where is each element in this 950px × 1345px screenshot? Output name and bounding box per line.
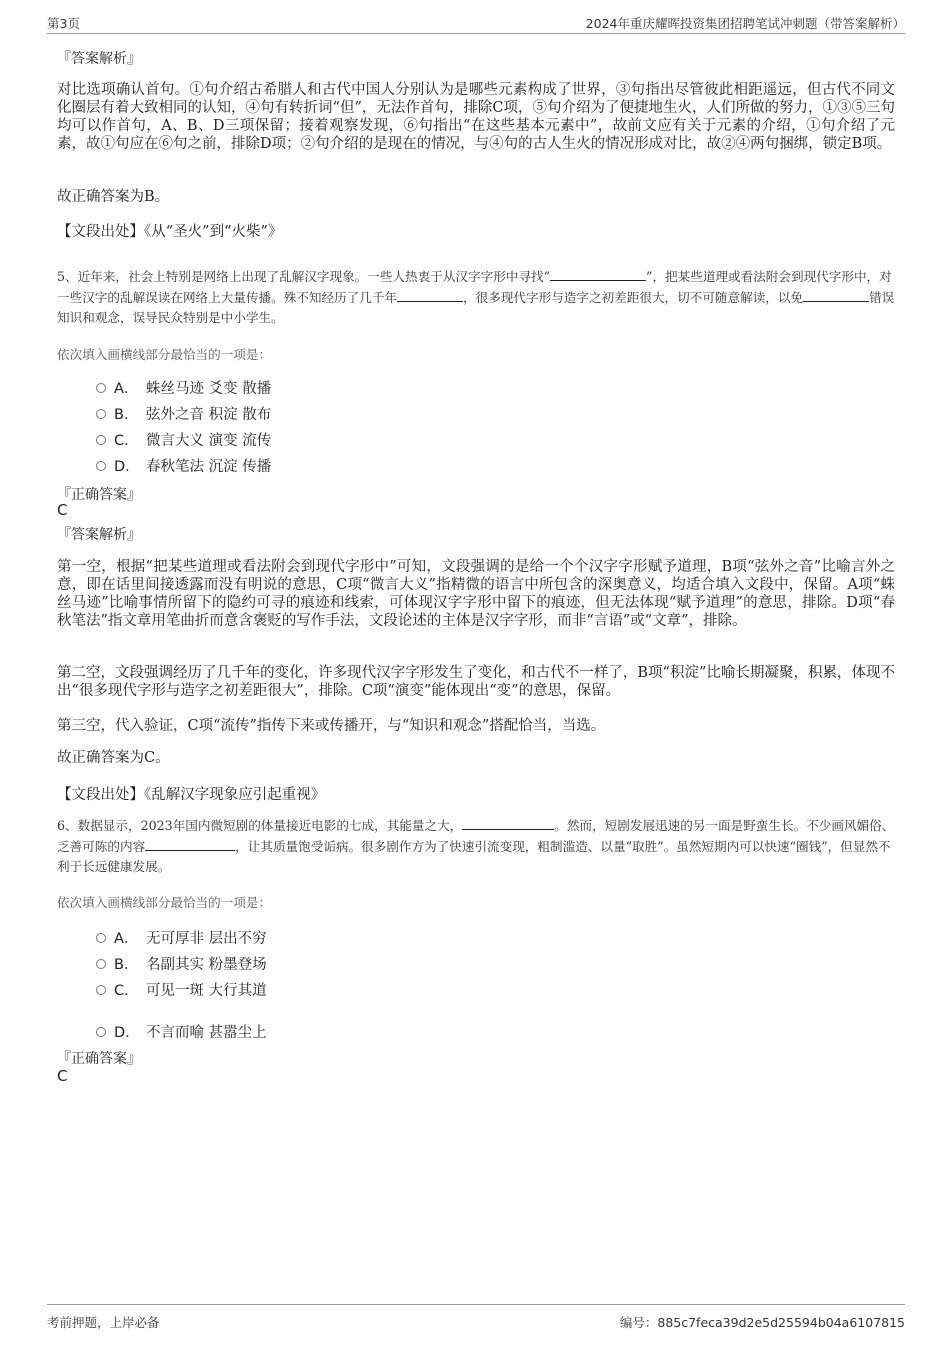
question-text: ，让其质量饱受诟病。很多剧作方为了快速引流变现，粗制滥造、以量“取胜”。虽然短期内可以快速“圈钱”，但显然不利于长远健康发展。: [57, 838, 891, 874]
analysis-label: 『答案解析』: [57, 51, 141, 67]
document-title: 2024年重庆耀晖投资集团招聘笔试冲刺题（带答案解析）: [585, 16, 905, 31]
blank-line: [397, 288, 463, 302]
question-5-stem: [57, 267, 899, 329]
instruction-text: 依次填入画横线部分最恰当的一项是：: [57, 347, 272, 362]
radio-icon[interactable]: [96, 383, 106, 393]
option-letter: D．: [114, 1025, 140, 1041]
radio-icon[interactable]: [96, 409, 106, 419]
option-letter: C．: [114, 983, 139, 999]
radio-icon[interactable]: [96, 461, 106, 471]
option-text: 弦外之音 积淀 散布: [146, 407, 272, 423]
option-text: 无可厚非 层出不穷: [146, 931, 267, 947]
option-letter: C．: [114, 433, 139, 449]
question-text: ，很多现代字形与造字之初差距很大，切不可随意解读，以免: [463, 289, 804, 305]
analysis-paragraph: 第三空，代入验证，C项“流传”指传下来或传播开，与“知识和观念”搭配恰当，当选。: [57, 718, 606, 734]
blank-line: [145, 837, 235, 851]
radio-icon[interactable]: [96, 959, 106, 969]
option-text: 春秋笔法 沉淀 传播: [146, 459, 272, 475]
footer-slogan: 考前押题，上岸必备: [47, 1315, 160, 1330]
radio-icon[interactable]: [96, 985, 106, 995]
option-text: 名副其实 粉墨登场: [146, 957, 267, 973]
page-header: [47, 13, 905, 34]
correct-answer-value: C: [57, 501, 68, 519]
option-text: 不言而喻 甚嚣尘上: [146, 1025, 267, 1041]
conclusion-text: 故正确答案为C。: [57, 750, 170, 766]
analysis-paragraph: 第二空，文段强调经历了几千年的变化，许多现代汉字字形发生了变化，和古代不一样了，B项“积淀”比喻长期凝聚，积累，体现不出“很多现代字形与造字之初差距很大”，排除。C项“演变”能体现出“变”的意思，保留。: [57, 665, 895, 699]
source-citation: 【文段出处】《乱解汉字现象应引起重视》: [57, 787, 326, 803]
option-text: 蛛丝马迹 爻变 散播: [146, 381, 272, 397]
blank-line: [550, 267, 646, 281]
conclusion-text: 故正确答案为B。: [57, 189, 170, 205]
blank-line: [803, 288, 869, 302]
question-text: 。然而，短剧发展迅速的另一面是野蛮生长。不少画风媚俗、乏善可陈的内容: [57, 818, 895, 854]
instruction-text: 依次填入画横线部分最恰当的一项是：: [57, 895, 272, 910]
page-number: 第3页: [47, 16, 80, 31]
radio-icon[interactable]: [96, 933, 106, 943]
correct-answer-value: C: [57, 1067, 68, 1085]
option-text: 可见一斑 大行其道: [146, 983, 267, 999]
option-letter: B．: [114, 957, 139, 973]
question-text: 错误知识和观念，误导民众特别是中小学生。: [57, 289, 895, 325]
option-letter: A．: [114, 381, 139, 397]
question-text: 5、近年来，社会上特别是网络上出现了乱解汉字现象。一些人热衷于从汉字字形中寻找“: [57, 269, 551, 284]
blank-line: [462, 816, 554, 830]
option-text: 微言大义 演变 流传: [146, 433, 272, 449]
analysis-label: 『答案解析』: [57, 527, 141, 543]
question-text: ”，把某些道理或看法附会到现代字形中，对一些汉字的乱解误读在网络上大量传播。殊不知经历了几千年: [57, 269, 892, 305]
option-letter: D．: [114, 459, 140, 475]
question-6-stem: [57, 816, 899, 878]
page-footer: [47, 1304, 905, 1329]
source-citation: 【文段出处】《从“圣火”到“火柴”》: [57, 224, 283, 240]
question-text: 6、数据显示，2023年国内微短剧的体量接近电影的七成，其能量之大，: [57, 818, 463, 833]
correct-answer-label: 『正确答案』: [57, 487, 141, 503]
document-code: 编号：885c7feca39d2e5d25594b04a6107815: [619, 1315, 905, 1330]
analysis-paragraph: 对比选项确认首句。①句介绍古希腊人和古代中国人分别认为是哪些元素构成了世界，③句指出尽管彼此相距遥远，但古代不同文化圈层有着大致相同的认知，④句有转折词“但”，无法作首句，排除C项，⑤句介绍为了便捷地生火，人们所做的努力，①③⑤三句均可以作首句，A、B、D三项保留；接着观察发现，⑥句指出“在这些基本元素中”，故前文应有关于元素的介绍，①句介绍了元素，故①句应在⑥句之前，排除D项；②句介绍的是现在的情况，与④句的古人生火的情况形成对比，故②④两句捆绑，锁定B项。: [57, 82, 895, 152]
radio-icon[interactable]: [96, 435, 106, 445]
option-letter: A．: [114, 931, 139, 947]
radio-icon[interactable]: [96, 1027, 106, 1037]
analysis-paragraph: 第一空，根据“把某些道理或看法附会到现代字形中”可知，文段强调的是给一个个汉字字形赋予道理，B项“弦外之音”比喻言外之意，即在话里间接透露而没有明说的意思，C项“微言大义”指精微的语言中所包含的深奥意义，均适合填入文段中，保留。A项“蛛丝马迹”比喻事情所留下的隐约可寻的痕迹和线索，可体现汉字字形中留下的痕迹，但无法体现“赋予道理”的意思，排除。D项“春秋笔法”指文章用笔曲折而意含褒贬的写作手法，文段论述的主体是汉字字形，而非“言语”或“文章”，排除。: [57, 559, 895, 629]
correct-answer-label: 『正确答案』: [57, 1051, 141, 1067]
option-letter: B．: [114, 407, 139, 423]
